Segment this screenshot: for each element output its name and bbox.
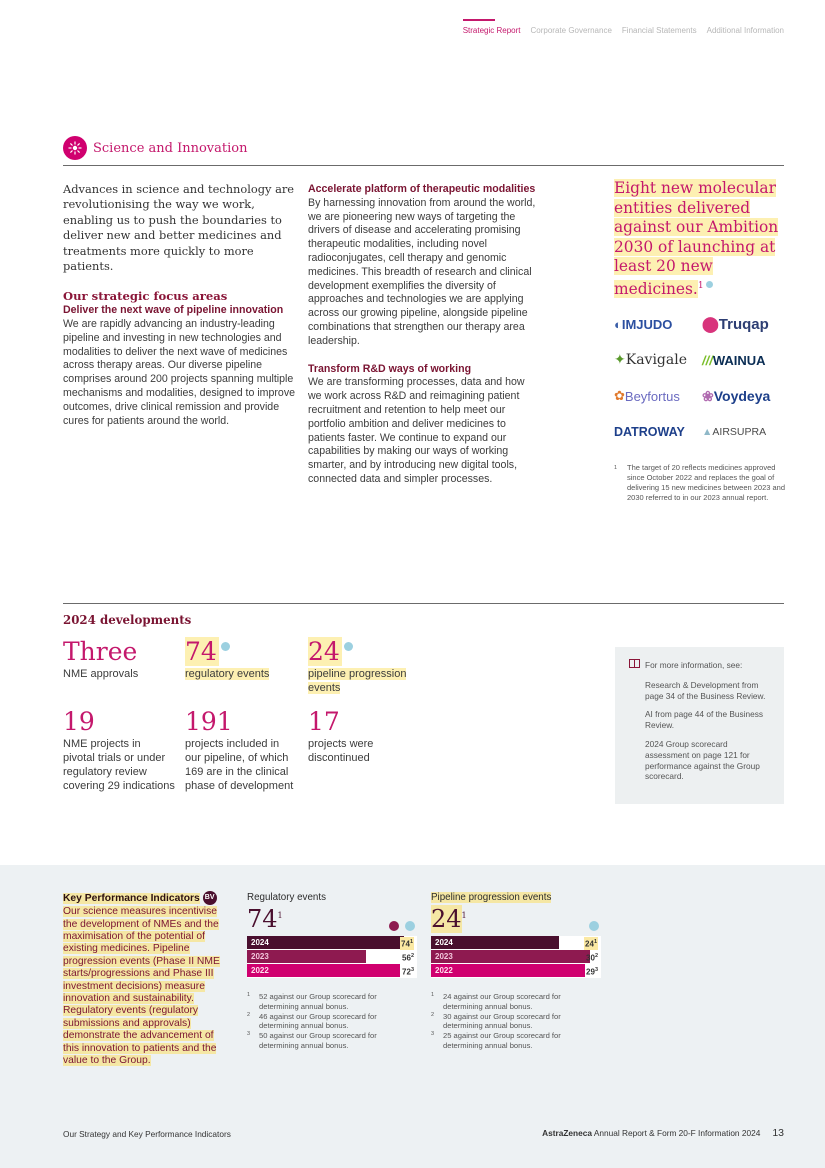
stat-regulatory-events xyxy=(185,637,300,681)
chart-bars xyxy=(247,936,417,978)
stat-value: 19 xyxy=(63,707,95,736)
logo-truqap: ⬤ Truqap xyxy=(702,315,769,333)
bar-2022 xyxy=(431,964,585,977)
section-divider xyxy=(63,165,784,166)
kpi-heading: Key Performance Indicators xyxy=(63,892,200,904)
legend-dot-icon xyxy=(589,921,599,931)
intro-text: Advances in science and technology are revolutionising the way we work, enabling us to push the boundaries to deliver new and better medicines and treatments more quickly to more patients. xyxy=(63,182,295,274)
footer-brand: AstraZeneca xyxy=(542,1128,592,1138)
chart-bars xyxy=(431,936,601,978)
nav-tab-strategic-report[interactable]: Strategic Report xyxy=(463,19,521,35)
bar-value-label: $24^1$ xyxy=(585,939,597,949)
footer-report-info xyxy=(542,1127,784,1139)
logo-airsupra: ▲ AIRSUPRA xyxy=(702,426,767,438)
chart-headline-sup: 1 xyxy=(277,911,283,920)
bar-value-label: $56^2$ xyxy=(402,953,414,963)
chart-legend xyxy=(583,918,599,936)
stat-label: NME projects in pivotal trials or under regulatory review covering 29 indications xyxy=(63,738,175,792)
nav-tab-additional-information[interactable]: Additional Information xyxy=(706,26,784,35)
chart-title: Pipeline progression events xyxy=(431,892,552,903)
quote-footnote-num: 1 xyxy=(614,465,618,471)
bar-value-label: $29^3$ xyxy=(586,967,598,977)
more-info-link-rd[interactable]: Research & Development from page 34 of the Business Review. xyxy=(645,679,766,701)
bar-value-label: $74^1$ xyxy=(401,939,413,949)
top-nav xyxy=(463,19,784,35)
section-header xyxy=(63,136,247,160)
chart-footnotes xyxy=(431,992,601,1051)
kpi-body: Our science measures incentivise the development of NMEs and the maximisation of the potential of existing medicines. Pipeline progression events (Phase II NME starts/progressions and Phase III investment decisions) measure innovation and sustainability. Regulatory events (regulatory submissions and approvals) demonstrate the advancement of this innovation to patients and the value to the Group. xyxy=(63,906,220,1066)
developments-title: 2024 developments xyxy=(63,613,192,627)
nav-tab-corporate-governance[interactable]: Corporate Governance xyxy=(530,26,612,35)
logo-voydeya: ❀ Voydeya xyxy=(702,387,771,404)
focus-subheading-3: Transform R&D ways of working xyxy=(308,362,472,375)
stat-label: regulatory events xyxy=(185,668,270,680)
pipeline-dot-icon xyxy=(221,642,230,651)
chart-headline-sup: 1 xyxy=(461,911,467,920)
more-info-link-ai[interactable]: AI from page 44 of the Business Review. xyxy=(645,709,764,731)
stat-nme-projects xyxy=(63,707,175,793)
bar-row-2022 xyxy=(431,964,601,978)
chart-footnote: 3 50 against our Group scorecard for determining annual bonus. xyxy=(247,1031,377,1050)
pull-quote-sup: 1 xyxy=(697,280,704,291)
stat-value: 74 xyxy=(185,637,217,666)
bar-value-label: $72^3$ xyxy=(402,967,414,977)
bar-row-2024 xyxy=(431,936,601,950)
bar-category-label: 2023 xyxy=(251,952,269,961)
chart-headline: 74 xyxy=(247,905,278,933)
bar-category-label: 2022 xyxy=(435,966,453,975)
stat-label: pipeline progression events xyxy=(308,668,407,694)
pipeline-progression-chart xyxy=(431,892,601,1051)
kpi-description xyxy=(63,891,223,1067)
regulatory-events-chart xyxy=(247,892,417,1051)
stat-value: 191 xyxy=(185,707,233,736)
nav-tab-financial-statements[interactable]: Financial Statements xyxy=(621,26,697,35)
stat-pipeline-events xyxy=(308,637,428,695)
chart-headline: 24 xyxy=(431,905,462,933)
more-info-heading: For more information, see: xyxy=(645,659,743,670)
bar-category-label: 2024 xyxy=(435,938,453,947)
focus-body-2: By harnessing innovation from around the world, we are pioneering new ways of targeting the drivers of disease and accelerating promising therapeutic modalities, including novel radioconjugates, cell therapy and genomic medicines. This breadth of research and clinical development exemplifies the diversity of approaches and technologies we are applying across our growing pipeline, alongside pipeline combinations that strengthen our therapy area leadership. xyxy=(308,196,536,347)
bar-row-2023 xyxy=(431,950,601,964)
stat-discontinued xyxy=(308,707,420,765)
section-title: Science and Innovation xyxy=(93,140,248,156)
bonus-value-badge: BV xyxy=(203,891,217,905)
footer-report-title: Annual Report & Form 20-F Information 2024 xyxy=(593,1128,761,1138)
bar-category-label: 2023 xyxy=(435,952,453,961)
bar-value-label: $30^2$ xyxy=(586,953,598,963)
footer-section-name: Our Strategy and Key Performance Indicators xyxy=(63,1129,231,1139)
stat-pipeline-projects xyxy=(185,707,297,793)
stat-nme-approvals xyxy=(63,637,178,681)
quote-footnote-text: The target of 20 reflects medicines approved since October 2022 and replaces the goal of delivering 15 new medicines between 2023 and 2030 referred to in our 2023 annual report. xyxy=(627,463,786,502)
logo-beyfortus: ✿ Beyfortus xyxy=(614,388,680,404)
more-info-box xyxy=(615,647,784,804)
bar-category-label: 2022 xyxy=(251,966,269,975)
column-left xyxy=(63,182,295,428)
pull-quote-text: Eight new molecular entities delivered against our Ambition 2030 of launching at least 20 new medicines. xyxy=(614,179,779,298)
chart-footnote: 1 24 against our Group scorecard for determining annual bonus. xyxy=(431,992,561,1011)
chart-title: Regulatory events xyxy=(247,892,326,903)
pipeline-dot-icon xyxy=(344,642,353,651)
chart-footnote: 2 30 against our Group scorecard for determining annual bonus. xyxy=(431,1011,561,1031)
quote-footnote xyxy=(614,463,786,503)
chart-footnote: 1 52 against our Group scorecard for determining annual bonus. xyxy=(247,992,377,1011)
focus-heading: Our strategic focus areas xyxy=(63,289,228,304)
chart-legend xyxy=(383,918,415,936)
more-info-link-scorecard[interactable]: 2024 Group scorecard assessment on page 121 for performance against the Group scorecard. xyxy=(645,738,760,782)
book-icon xyxy=(629,659,640,671)
bar-2023 xyxy=(431,950,590,963)
page-number: 13 xyxy=(772,1127,784,1139)
stat-value: 24 xyxy=(308,637,340,666)
column-middle xyxy=(308,183,540,487)
pipeline-dot-icon xyxy=(706,281,713,288)
logo-wainua: /// WAINUA xyxy=(702,352,766,368)
chart-footnote: 3 25 against our Group scorecard for determining annual bonus. xyxy=(431,1031,561,1050)
bar-row-2023 xyxy=(247,950,417,964)
stat-label: projects were discontinued xyxy=(308,738,374,764)
pull-quote xyxy=(614,179,786,299)
logo-kavigale: ✦ Kavigale xyxy=(614,352,687,368)
bar-2024 xyxy=(247,936,404,949)
focus-subheading-2: Accelerate platform of therapeutic modalities xyxy=(308,183,536,195)
medicine-logos xyxy=(614,312,786,444)
focus-body-3: We are transforming processes, data and how we work across R&D and reimagining patient recruitment and retention to help meet our portfolio ambition and deliver medicines to patients faster. We continue to expand our capabilities by making our ways of working smarter, and by introducing new digital tools, connected data and simpler processes. xyxy=(308,376,525,485)
logo-datroway: DATROWAY xyxy=(614,425,685,439)
chart-footnote: 2 46 against our Group scorecard for determining annual bonus. xyxy=(247,1011,377,1031)
stat-value: Three xyxy=(63,637,138,666)
stat-value: 17 xyxy=(308,707,340,736)
stat-label: projects included in our pipeline, of which 169 are in the clinical phase of development xyxy=(185,738,294,792)
bar-row-2024 xyxy=(247,936,417,950)
bar-row-2022 xyxy=(247,964,417,978)
legend-dot-icon xyxy=(405,921,415,931)
focus-body-1: We are rapidly advancing an industry-leading pipeline and investing in new technologies and modalities to deliver the next wave of medicines across therapy areas. Our diverse pipeline comprises around 200 projects spanning multiple mechanisms and modalities, designed to improve outcomes, drive clinical remission and provide cures for patients around the world. xyxy=(63,318,296,427)
bar-2022 xyxy=(247,964,400,977)
logo-imjudo: ◐ IMJUDO xyxy=(614,316,673,332)
developments-divider xyxy=(63,603,784,604)
stat-label: NME approvals xyxy=(63,668,139,680)
legend-dot-icon xyxy=(389,921,399,931)
chart-footnotes xyxy=(247,992,417,1051)
focus-subheading-1: Deliver the next wave of pipeline innovation xyxy=(63,304,284,317)
bar-category-label: 2024 xyxy=(251,938,269,947)
science-icon xyxy=(63,136,87,160)
